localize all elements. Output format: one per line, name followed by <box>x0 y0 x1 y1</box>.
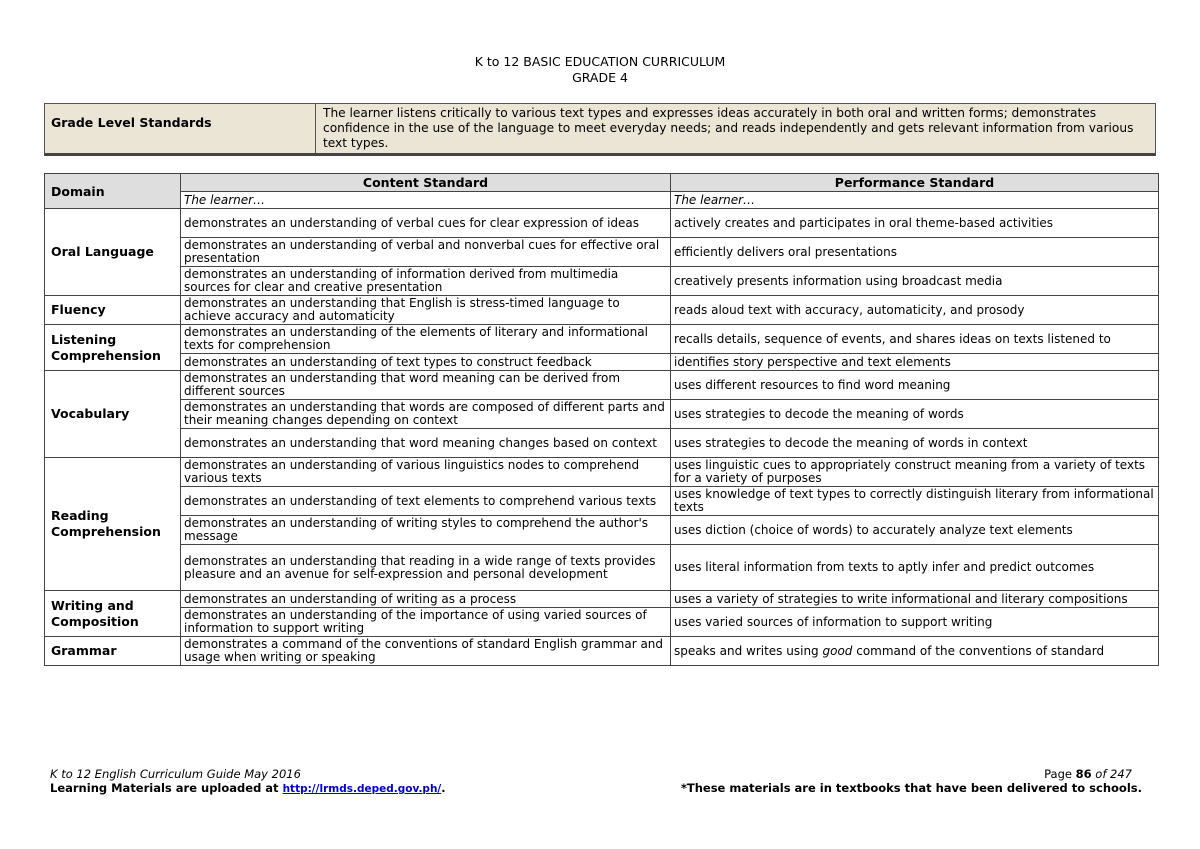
content-cell: demonstrates an understanding of writing styles to comprehend the author's message <box>181 516 671 545</box>
document-title: K to 12 BASIC EDUCATION CURRICULUM <box>474 54 726 69</box>
performance-cell: uses knowledge of text types to correctly distinguish literary from informational texts <box>671 487 1159 516</box>
content-cell: demonstrates an understanding of the elements of literary and informational texts for comprehension <box>181 325 671 354</box>
performance-cell <box>671 637 1159 666</box>
content-cell: demonstrates an understanding of text elements to comprehend various texts <box>181 487 671 516</box>
grade-label: GRADE 4 <box>572 70 628 85</box>
performance-cell: uses different resources to find word meaning <box>671 371 1159 400</box>
grade-level-standards <box>44 103 1156 156</box>
performance-cell: creatively presents information using broadcast media <box>671 267 1159 296</box>
header-content-standard: Content Standard <box>181 174 671 192</box>
upload-dot: . <box>441 781 446 795</box>
content-cell: demonstrates an understanding of information derived from multimedia sources for clear and creative presentation <box>181 267 671 296</box>
performance-cell: uses strategies to decode the meaning of words <box>671 400 1159 429</box>
page-indicator <box>1044 767 1132 781</box>
performance-cell: uses a variety of strategies to write informational and literary compositions <box>671 591 1159 608</box>
header-performance-standard: Performance Standard <box>671 174 1159 192</box>
lrmds-link[interactable]: http://lrmds.deped.gov.ph/ <box>282 783 442 795</box>
upload-text: Learning Materials are uploaded at <box>50 781 279 795</box>
subheader-content: The learner… <box>181 192 671 209</box>
performance-cell: efficiently delivers oral presentations <box>671 238 1159 267</box>
content-cell: demonstrates an understanding of verbal cues for clear expression of ideas <box>181 209 671 238</box>
domain-fluency: Fluency <box>45 296 181 325</box>
page-label: Page <box>1044 767 1072 781</box>
header-domain: Domain <box>45 174 181 209</box>
performance-cell: reads aloud text with accuracy, automaticity, and prosody <box>671 296 1159 325</box>
performance-cell: uses strategies to decode the meaning of words in context <box>671 429 1159 458</box>
performance-text-emphasis: good <box>822 643 853 658</box>
curriculum-table <box>44 173 1159 666</box>
subheader-performance: The learner… <box>671 192 1159 209</box>
content-cell: demonstrates an understanding that word meaning can be derived from different sources <box>181 371 671 400</box>
domain-writing-composition: Writing and Composition <box>45 591 181 637</box>
page-number: 86 <box>1075 767 1092 781</box>
content-cell: demonstrates an understanding of verbal and nonverbal cues for effective oral presentation <box>181 238 671 267</box>
performance-text-end: command of the conventions of standard <box>852 643 1105 658</box>
content-cell: demonstrates an understanding that English is stress-timed language to achieve accuracy and automaticity <box>181 296 671 325</box>
textbook-note: *These materials are in textbooks that have been delivered to schools. <box>680 781 1142 795</box>
performance-cell: uses diction (choice of words) to accurately analyze text elements <box>671 516 1159 545</box>
performance-cell: uses literal information from texts to aptly infer and predict outcomes <box>671 545 1159 591</box>
performance-cell: recalls details, sequence of events, and shares ideas on texts listened to <box>671 325 1159 354</box>
performance-text-start: speaks and writes using <box>674 643 823 658</box>
domain-oral-language: Oral Language <box>45 209 181 296</box>
content-cell: demonstrates a command of the conventions of standard English grammar and usage when writing or speaking <box>181 637 671 666</box>
gls-label: Grade Level Standards <box>45 104 316 153</box>
domain-reading-comprehension: Reading Comprehension <box>45 458 181 591</box>
content-cell: demonstrates an understanding of the importance of using varied sources of information to support writing <box>181 608 671 637</box>
content-cell: demonstrates an understanding that word meaning changes based on context <box>181 429 671 458</box>
guide-caption: K to 12 English Curriculum Guide May 2016 <box>50 767 301 781</box>
performance-cell: actively creates and participates in oral theme-based activities <box>671 209 1159 238</box>
page-of: of 247 <box>1095 767 1132 781</box>
domain-listening-comprehension: Listening Comprehension <box>45 325 181 371</box>
performance-cell: identifies story perspective and text elements <box>671 354 1159 371</box>
content-cell: demonstrates an understanding of text types to construct feedback <box>181 354 671 371</box>
content-cell: demonstrates an understanding that words are composed of different parts and their meaning changes depending on context <box>181 400 671 429</box>
performance-cell: uses varied sources of information to support writing <box>671 608 1159 637</box>
gls-text: The learner listens critically to various text types and expresses ideas accurately in both oral and written forms; demonstrates confidence in the use of the language to meet everyday needs; and reads independently and gets relevant information from various text types. <box>323 106 1134 150</box>
domain-grammar: Grammar <box>45 637 181 666</box>
performance-cell: uses linguistic cues to appropriately construct meaning from a variety of texts for a variety of purposes <box>671 458 1159 487</box>
content-cell: demonstrates an understanding of various linguistics nodes to comprehend various texts <box>181 458 671 487</box>
content-cell: demonstrates an understanding of writing as a process <box>181 591 671 608</box>
domain-vocabulary: Vocabulary <box>45 371 181 458</box>
upload-note <box>50 781 446 795</box>
content-cell: demonstrates an understanding that reading in a wide range of texts provides pleasure and an avenue for self-expression and personal development <box>181 545 671 591</box>
